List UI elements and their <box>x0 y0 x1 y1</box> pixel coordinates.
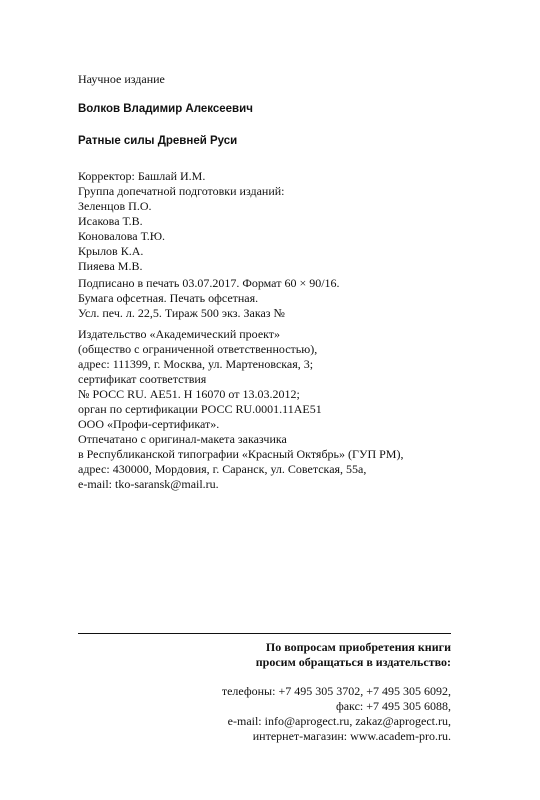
publisher-name: Издательство «Академический проект» <box>78 327 281 341</box>
web-shop-line: интернет-магазин: www.academ-pro.ru. <box>252 729 451 743</box>
publisher-legal-form: (общество с ограниченной ответственностью), <box>78 342 318 356</box>
contact-heading <box>256 640 451 670</box>
staff-member: Исакова Т.В. <box>78 214 143 228</box>
printer-name: в Республиканской типографии «Красный Октябрь» (ГУП РМ), <box>78 447 404 461</box>
edition-type: Научное издание <box>78 72 165 86</box>
certification-body: орган по сертификации РОСС RU.0001.11АЕ51 <box>78 402 322 416</box>
printer-address: адрес: 430000, Мордовия, г. Саранск, ул. Советская, 55а, <box>78 462 367 476</box>
contact-heading-line: просим обращаться в издательство: <box>255 655 451 669</box>
staff-block <box>78 169 285 274</box>
divider <box>78 633 451 634</box>
staff-member: Пияева М.В. <box>78 259 143 273</box>
author-name: Волков Владимир Алексеевич <box>78 103 253 115</box>
staff-member: Зеленцов П.О. <box>78 199 152 213</box>
certificate-label: сертификат соответствия <box>78 372 207 386</box>
prepress-group-heading: Группа допечатной подготовки изданий: <box>78 184 285 198</box>
printer-email: e-mail: tko-saransk@mail.ru. <box>78 477 219 491</box>
publisher-address: адрес: 111399, г. Москва, ул. Мартеновская, 3; <box>78 357 314 371</box>
book-title: Ратные силы Древней Руси <box>78 135 238 147</box>
print-info-block <box>78 276 340 321</box>
staff-member: Коновалова Т.Ю. <box>78 229 166 243</box>
proofreader-line: Корректор: Башлай И.М. <box>78 169 206 183</box>
email-line: e-mail: info@aprogect.ru, zakaz@aprogect.ru, <box>227 714 451 728</box>
run-info-line: Усл. печ. л. 22,5. Тираж 500 экз. Заказ № <box>78 306 285 320</box>
printer-block <box>78 432 403 492</box>
phones-line: телефоны: +7 495 305 3702, +7 495 305 6092, <box>221 684 451 698</box>
printer-note: Отпечатано с оригинал-макета заказчика <box>78 432 287 446</box>
certificate-number: № РОСС RU. АЕ51. Н 16070 от 13.03.2012; <box>78 387 300 401</box>
contact-list <box>222 684 451 744</box>
signed-to-print-line: Подписано в печать 03.07.2017. Формат 60 × 90/16. <box>78 276 340 290</box>
certification-company: ООО «Профи-сертификат». <box>78 417 220 431</box>
paper-print-line: Бумага офсетная. Печать офсетная. <box>78 291 259 305</box>
publisher-block <box>78 327 322 432</box>
contact-heading-line: По вопросам приобретения книги <box>265 640 451 654</box>
fax-line: факс: +7 495 305 6088, <box>335 699 451 713</box>
staff-member: Крылов К.А. <box>78 244 144 258</box>
